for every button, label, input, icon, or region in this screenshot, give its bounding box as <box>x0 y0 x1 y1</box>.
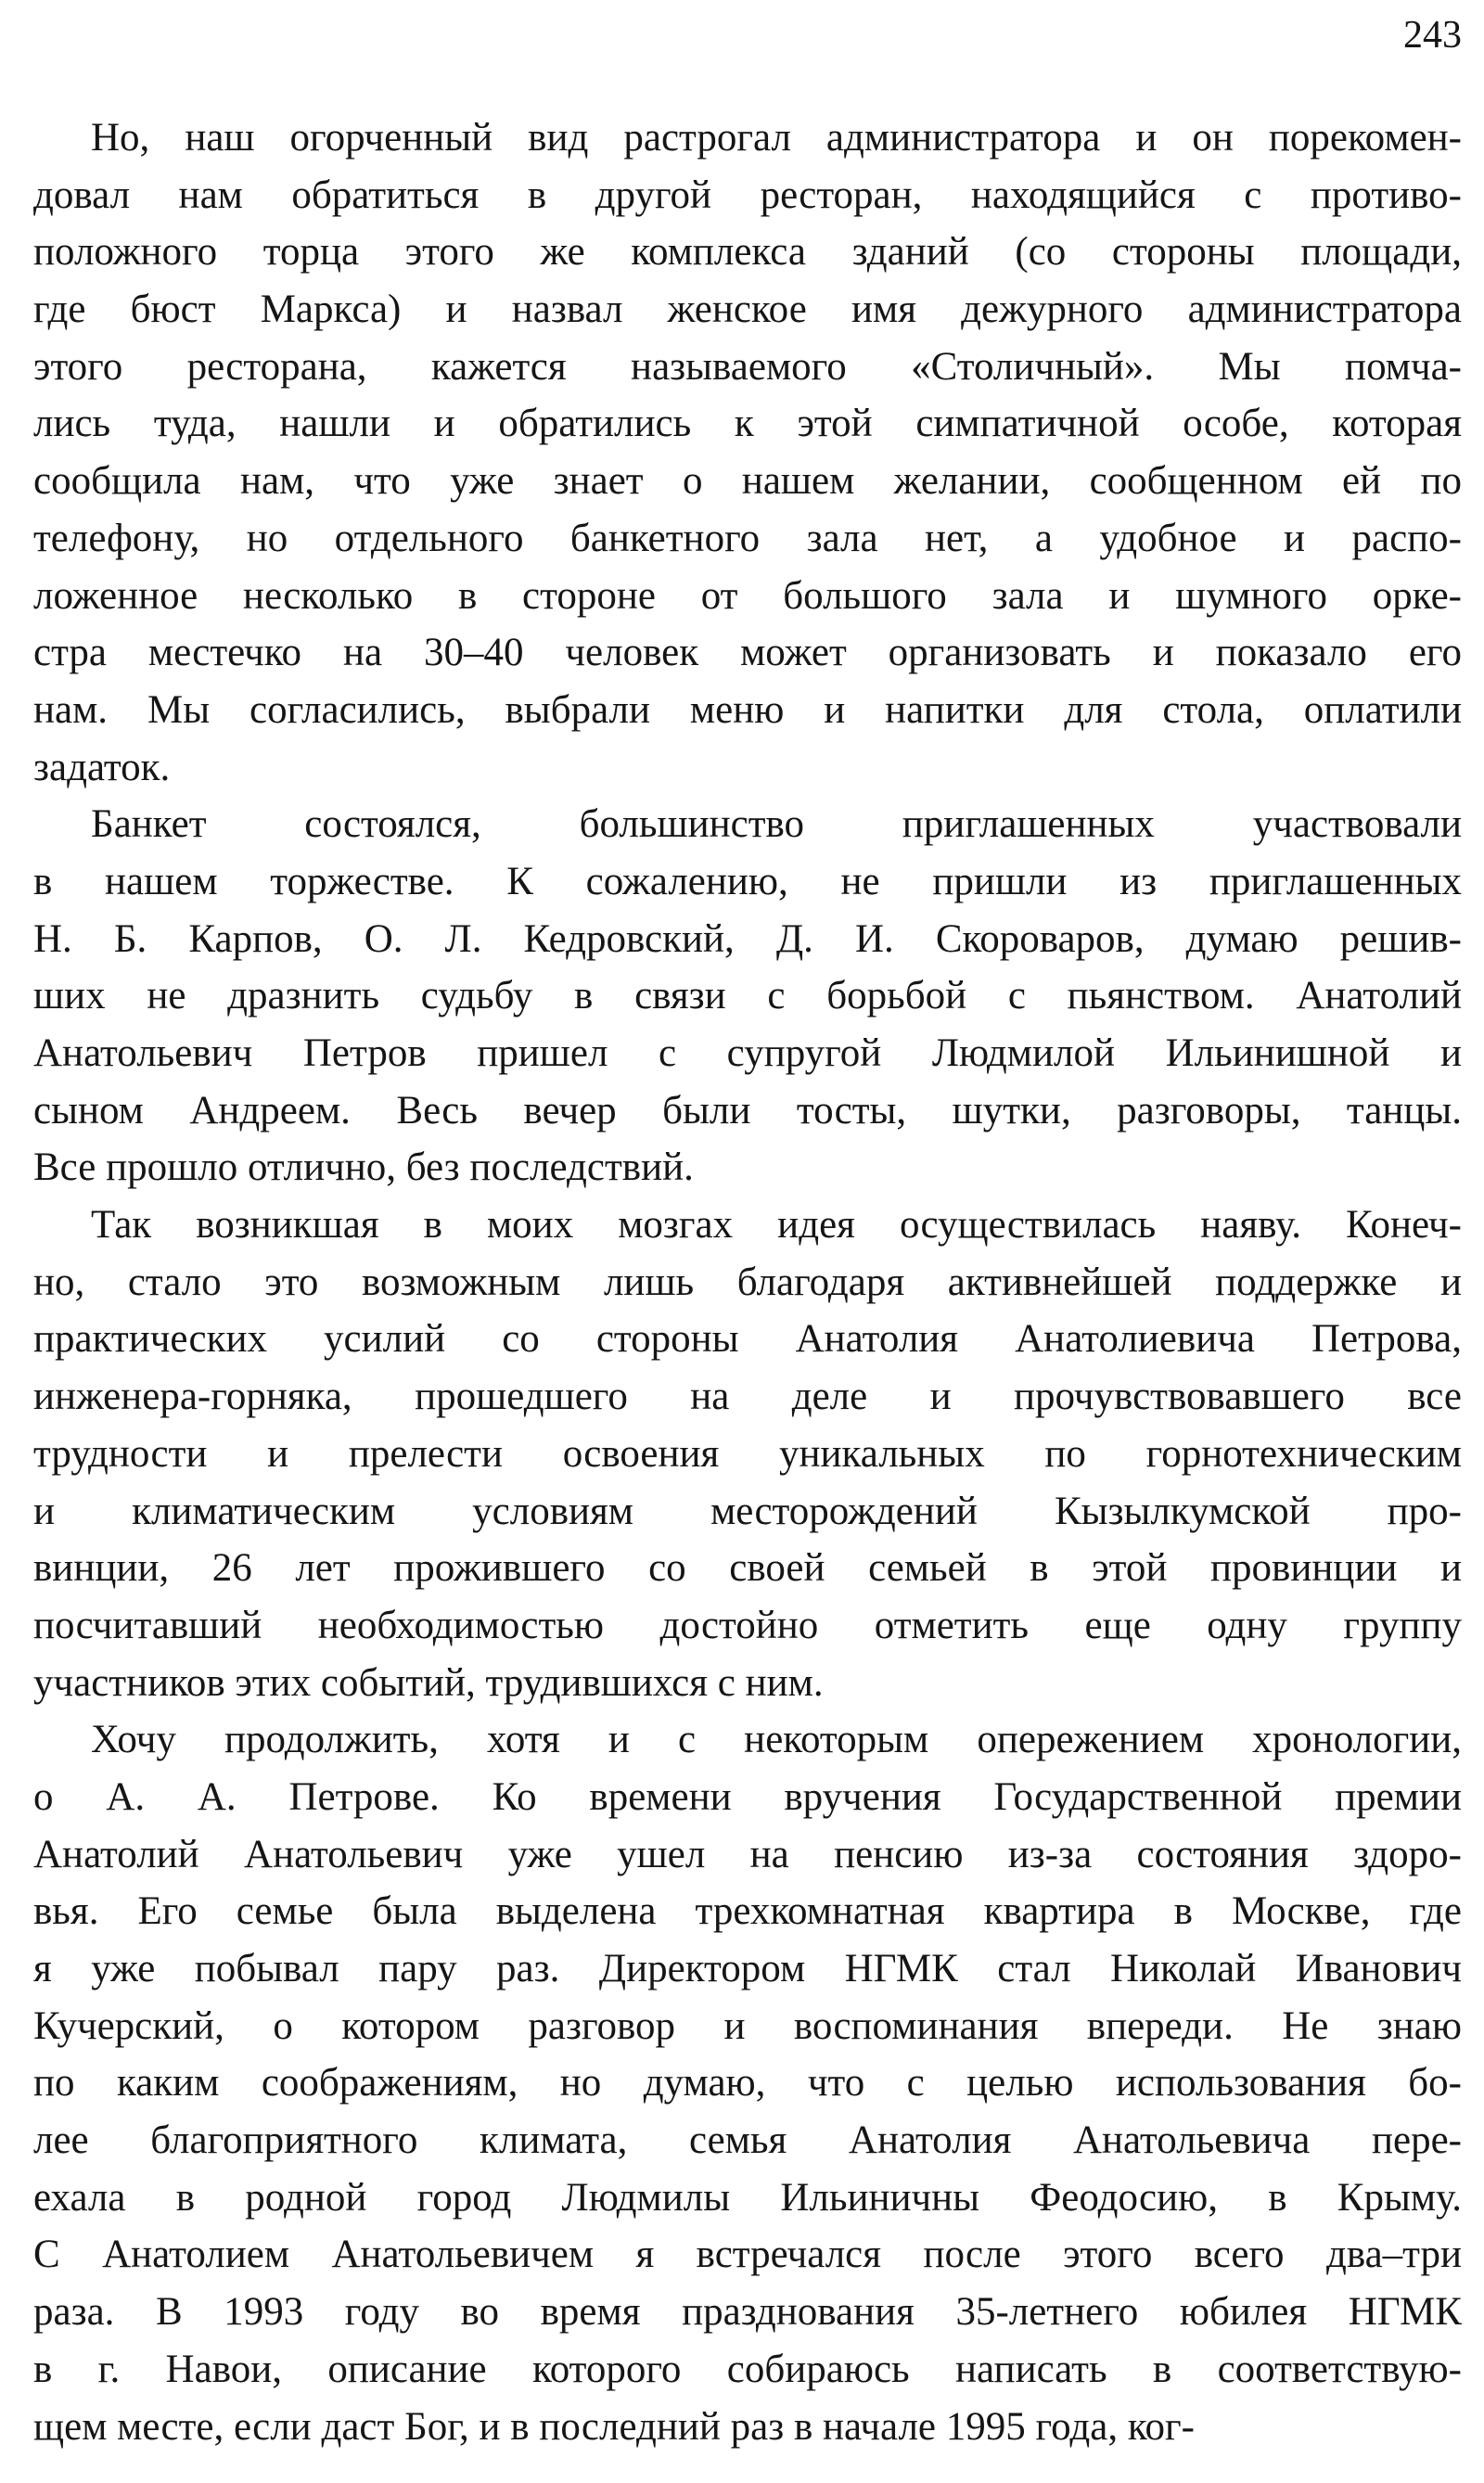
text-line: Анатольевич Петров пришел с супругой Людмилой Ильинишной и <box>33 1031 1462 1075</box>
text-line: Банкет состоялся, большинство приглашенных участвовали <box>91 802 1462 847</box>
body-text <box>33 109 1462 2455</box>
text-line: Так возникшая в моих мозгах идея осуществилась наяву. Конеч- <box>91 1203 1462 1248</box>
text-line: практических усилий со стороны Анатолия Анатолиевича Петрова, <box>33 1317 1462 1362</box>
text-line: но, стало это возможным лишь благодаря активнейшей поддержке и <box>33 1260 1462 1304</box>
text-line: щем месте, если даст Бог, и в последний раз в начале 1995 года, ког- <box>33 2404 1195 2449</box>
text-line: по каким соображениям, но думаю, что с целью использования бо- <box>33 2061 1462 2105</box>
text-line: телефону, но отдельного банкетного зала нет, а удобное и распо- <box>33 516 1462 560</box>
paragraph <box>33 109 1462 796</box>
text-line: Н. Б. Карпов, О. Л. Кедровский, Д. И. Скороваров, думаю решив- <box>33 916 1462 961</box>
text-line: Анатолий Анатольевич уже ушел на пенсию из-за состояния здоро- <box>33 1832 1462 1876</box>
paragraph <box>33 796 1462 1197</box>
text-line: в нашем торжестве. К сожалению, не пришли из приглашенных <box>33 859 1462 903</box>
text-line: посчитавший необходимостью достойно отметить еще одну группу <box>33 1603 1462 1647</box>
text-line: участников этих событий, трудившихся с ним. <box>33 1660 824 1705</box>
text-line: инженера-горняка, прошедшего на деле и прочувствовавшего все <box>33 1375 1462 1419</box>
text-line: где бюст Маркса) и назвал женское имя дежурного администратора <box>33 288 1462 332</box>
text-line: ложенное несколько в стороне от большого зала и шумного орке- <box>33 573 1462 618</box>
text-line: сообщила нам, что уже знает о нашем желании, сообщенном ей по <box>33 459 1462 504</box>
text-line: довал нам обратиться в другой ресторан, находящийся с противо- <box>33 173 1462 217</box>
text-line: раза. В 1993 году во время празднования 35-летнего юбилея НГМК <box>33 2290 1462 2335</box>
text-line: ехала в родной город Людмилы Ильиничны Феодосию, в Крыму. <box>33 2175 1462 2220</box>
text-line: положного торца этого же комплекса зданий (со стороны площади, <box>33 230 1462 275</box>
book-page <box>33 0 1462 2483</box>
text-line: этого ресторана, кажется называемого «Столичный». Мы помча- <box>33 344 1462 389</box>
text-line: стра местечко на 30–40 человек может организовать и показало его <box>33 631 1462 675</box>
text-line: трудности и прелести освоения уникальных по горнотехническим <box>33 1431 1462 1476</box>
text-line: винции, 26 лет прожившего со своей семьей в этой провинции и <box>33 1546 1462 1591</box>
text-line: Но, наш огорченный вид растрогал администратора и он порекомен- <box>91 116 1462 160</box>
text-line: и климатическим условиям месторождений Кызылкумской про- <box>33 1489 1462 1533</box>
text-line: лись туда, нашли и обратились к этой симпатичной особе, которая <box>33 402 1462 446</box>
text-line: нам. Мы согласились, выбрали меню и напитки для стола, оплатили <box>33 687 1462 732</box>
text-line: ших не дразнить судьбу в связи с борьбой с пьянством. Анатолий <box>33 974 1462 1018</box>
text-line: о А. А. Петрове. Ко времени вручения Государственной премии <box>33 1774 1462 1819</box>
text-line: лее благоприятного климата, семья Анатолия Анатольевича пере- <box>33 2118 1462 2163</box>
text-line: С Анатолием Анатольевичем я встречался после этого всего два–три <box>33 2233 1462 2277</box>
text-line: в г. Навои, описание которого собираюсь написать в соответствую- <box>33 2347 1462 2391</box>
page-number: 243 <box>1403 14 1462 57</box>
text-line: задаток. <box>33 745 171 789</box>
text-line: вья. Его семье была выделена трехкомнатная квартира в Москве, где <box>33 1889 1462 1934</box>
text-line: Хочу продолжить, хотя и с некоторым опережением хронологии, <box>91 1718 1462 1762</box>
text-line: Все прошло отлично, без последствий. <box>33 1146 694 1190</box>
text-line: сыном Андреем. Весь вечер были тосты, шутки, разговоры, танцы. <box>33 1088 1462 1133</box>
paragraph <box>33 1197 1462 1711</box>
text-line: Кучерский, о котором разговор и воспоминания впереди. Не знаю <box>33 2003 1462 2048</box>
paragraph <box>33 1711 1462 2455</box>
text-line: я уже побывал пару раз. Директором НГМК стал Николай Иванович <box>33 1947 1462 1990</box>
